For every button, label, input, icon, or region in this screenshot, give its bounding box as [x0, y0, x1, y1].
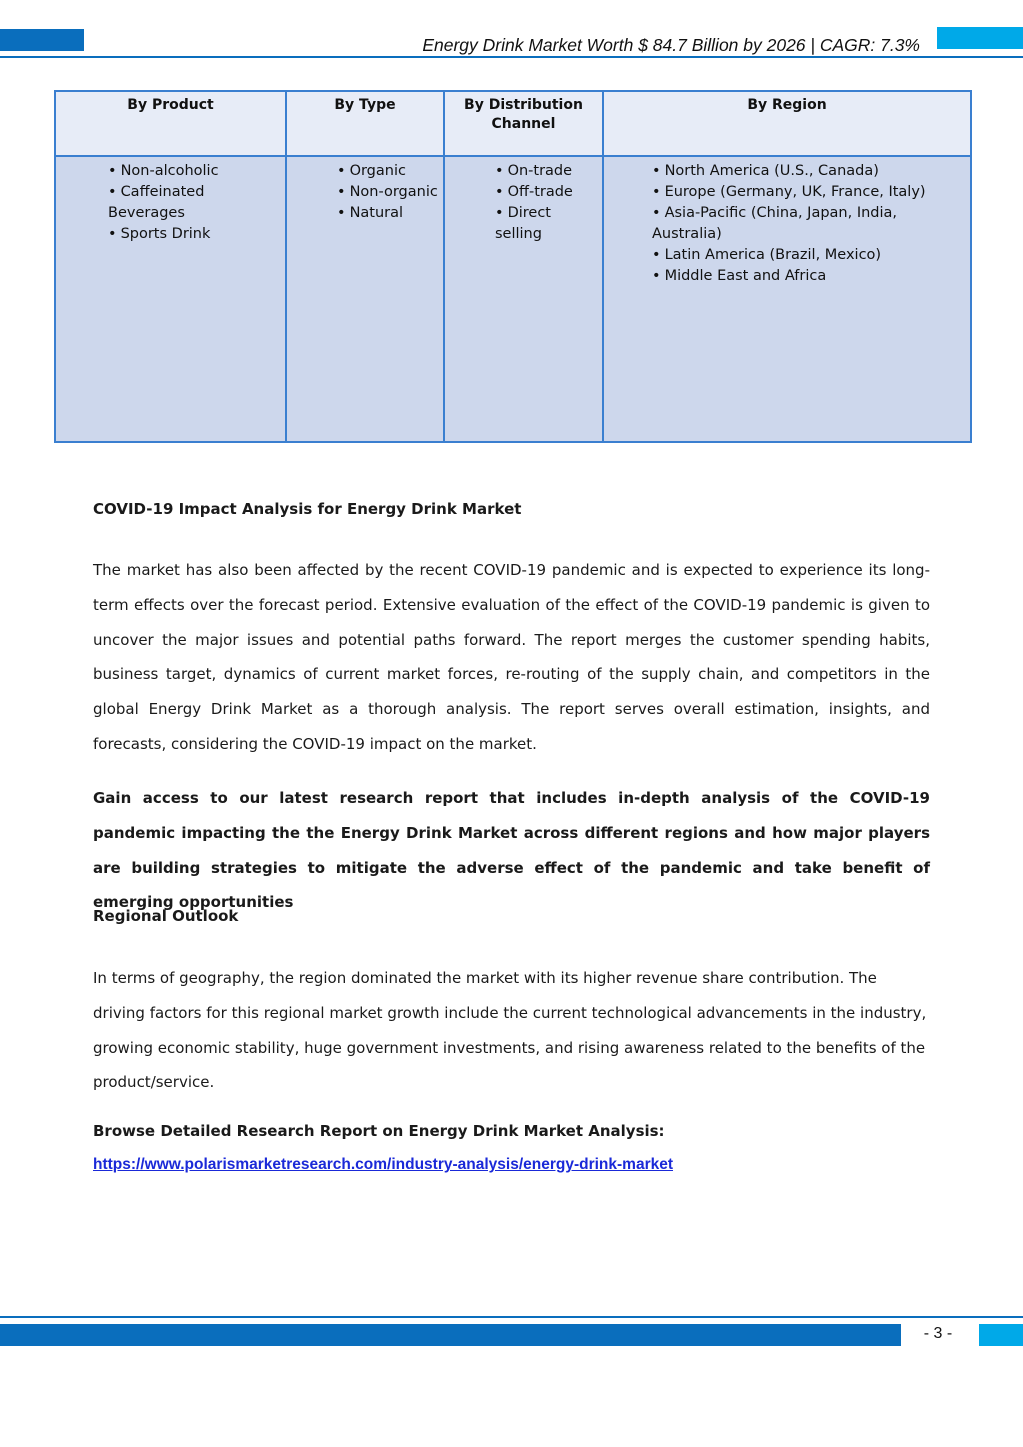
regional-heading: Regional Outlook — [93, 907, 239, 925]
type-list — [287, 161, 443, 224]
access-paragraph: Gain access to our latest research report that includes in-depth analysis of the COVID-19 pandemic impacting the the Energy Drink Market across different regions and how major players are building strategies to mitigate the adverse effect of the pandemic and take benefit of emerging opportunities — [93, 789, 930, 912]
list-item: • Asia-Pacific (China, Japan, India, Australia) — [652, 203, 970, 245]
list-item: • Organic — [337, 161, 443, 182]
page-number: - 3 - — [923, 1325, 953, 1342]
list-item: • Middle East and Africa — [652, 266, 970, 287]
column-header-type: By Type — [286, 91, 444, 156]
list-item: • Caffeinated Beverages — [108, 182, 285, 224]
list-item: • Non-alcoholic — [108, 161, 285, 182]
footer-accent-right — [979, 1324, 1023, 1346]
footer-rule — [0, 1316, 1023, 1318]
footer-accent-bar — [0, 1324, 901, 1346]
list-item: • Natural — [337, 203, 443, 224]
distribution-cell — [444, 156, 603, 442]
header-accent-right — [937, 27, 1023, 49]
report-link[interactable]: https://www.polarismarketresearch.com/industry-analysis/energy-drink-market — [93, 1156, 674, 1173]
region-cell — [603, 156, 971, 442]
list-item: • Off-trade — [495, 182, 602, 203]
list-item: • Europe (Germany, UK, France, Italy) — [652, 182, 970, 203]
regional-paragraph: In terms of geography, the region dominated the market with its higher revenue share contribution. The driving factors for this regional market growth include the current technological advancements in the industry, growing economic stability, huge government investments, and rising awareness related to the benefits of the product/service. — [93, 969, 927, 1092]
type-cell — [286, 156, 444, 442]
covid-heading: COVID-19 Impact Analysis for Energy Drink Market — [93, 500, 522, 518]
list-item: • Sports Drink — [108, 224, 285, 245]
header-rule — [0, 56, 1023, 58]
distribution-list — [445, 161, 602, 245]
column-header-product: By Product — [55, 91, 286, 156]
list-item: • Non-organic — [337, 182, 443, 203]
column-header-distribution: By Distribution Channel — [444, 91, 603, 156]
region-list — [604, 161, 970, 287]
browse-heading: Browse Detailed Research Report on Energy Drink Market Analysis: — [93, 1122, 665, 1140]
product-cell — [55, 156, 286, 442]
list-item: • Direct selling — [495, 203, 602, 245]
segmentation-table — [54, 90, 972, 443]
list-item: • Latin America (Brazil, Mexico) — [652, 245, 970, 266]
list-item: • On-trade — [495, 161, 602, 182]
segmentation-header-row — [55, 91, 971, 156]
product-list — [56, 161, 285, 245]
header-title: Energy Drink Market Worth $ 84.7 Billion by 2026 | CAGR: 7.3% — [422, 35, 920, 55]
column-header-region: By Region — [603, 91, 971, 156]
segmentation-body-row — [55, 156, 971, 442]
covid-paragraph: The market has also been affected by the recent COVID-19 pandemic and is expected to experience its long-term effects over the forecast period. Extensive evaluation of the effect of the COVID-19 pandemic is given to uncover the major issues and potential paths forward. The report merges the customer spending habits, business target, dynamics of current market forces, re-routing of the supply chain, and competitors in the global Energy Drink Market as a thorough analysis. The report serves overall estimation, insights, and forecasts, considering the COVID-19 impact on the market. — [93, 561, 930, 753]
list-item: • North America (U.S., Canada) — [652, 161, 970, 182]
